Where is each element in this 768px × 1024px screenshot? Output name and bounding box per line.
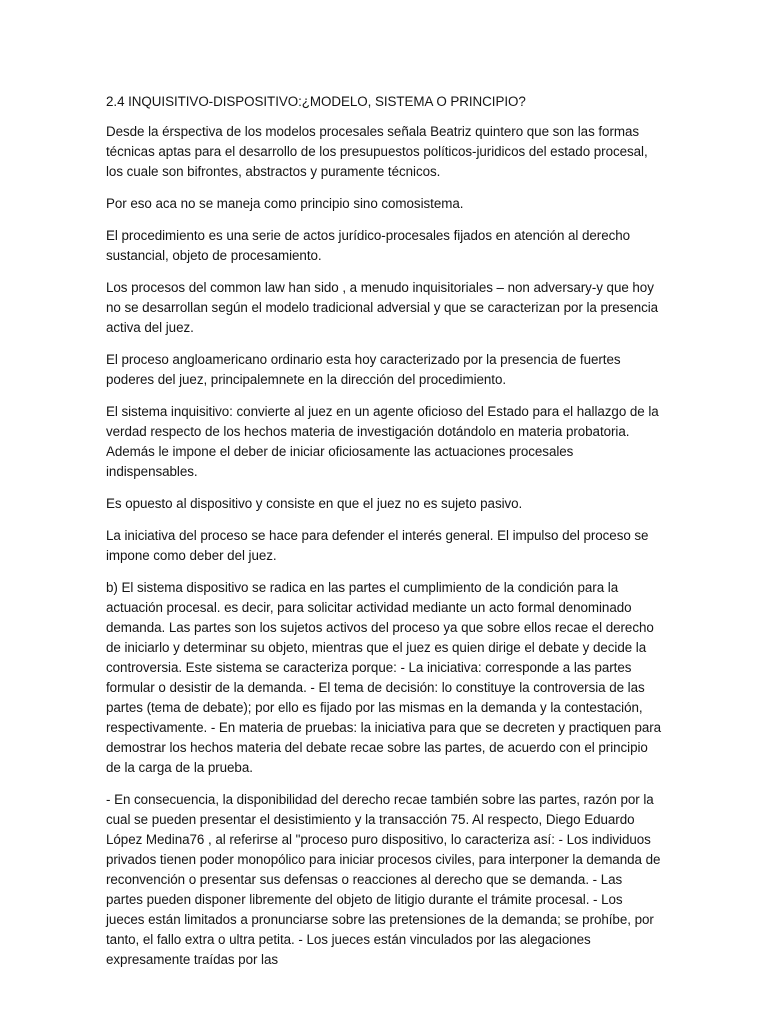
paragraph-opposite-dispositive: Es opuesto al dispositivo y consiste en que el juez no es sujeto pasivo. <box>106 496 523 511</box>
paragraph-system-not-principle: Por eso aca no se maneja como principio sino comosistema. <box>106 196 464 211</box>
paragraph-procedure-definition: El procedimiento es una serie de actos jurídico-procesales fijados en atención al derecho sustancial, objeto de procesamiento. <box>106 228 631 263</box>
paragraph-general-interest: La iniciativa del proceso se hace para defender el interés general. El impulso del proceso se impone como deber del juez. <box>106 528 649 563</box>
paragraph-consequences: - En consecuencia, la disponibilidad del derecho recae también sobre las partes, razón por la cual se pueden presentar el desistimiento y la transacción 75. Al respecto, Diego Eduardo López Medina76 , al referirse al "proceso puro dispositivo, lo caracteriza así: - Los individuos privados tienen poder monopólico para iniciar procesos civiles, para interponer la demanda de reconvención o presentar sus defensas o reacciones al derecho que se demanda. - Las partes pueden disponer libremente del objeto de litigio durante el trámite procesal. - Los jueces están limitados a pronunciarse sobre las pretensiones de la demanda; se prohíbe, por tanto, el fallo extra o ultra petita. - Los jueces están vinculados por las alegaciones expresamente traídas por las <box>106 792 661 967</box>
paragraph-dispositive-system: b) El sistema dispositivo se radica en las partes el cumplimiento de la condición para la actuación procesal. es decir, para solicitar actividad mediante un acto formal denominado demanda. Las partes son los sujetos activos del proceso ya que sobre ellos recae el derecho de iniciarlo y determinar su objeto, mientras que el juez es quien dirige el debate y decide la controversia. Este sistema se caracteriza porque: - La iniciativa: corresponde a las partes formular o desistir de la demanda. - El tema de decisión: lo constituye la controversia de las partes (tema de debate); por ello es fijado por las mismas en la demanda y la contestación, respectivamente. - En materia de pruebas: la iniciativa para que se decreten y practiquen para demostrar los hechos materia del debate recae sobre las partes, de acuerdo con el principio de la carga de la prueba. <box>106 580 662 775</box>
section-heading: 2.4 INQUISITIVO-DISPOSITIVO:¿MODELO, SISTEMA O PRINCIPIO? <box>106 94 526 109</box>
paragraph-common-law: Los procesos del common law han sido , a menudo inquisitoriales – non adversary-y que hoy no se desarrollan según el modelo tradicional adversial y que se caracterizan por la presencia activa del juez. <box>106 280 659 335</box>
paragraph-anglo-american-process: El proceso angloamericano ordinario esta hoy caracterizado por la presencia de fuertes poderes del juez, principalemnete en la dirección del procedimiento. <box>106 352 621 387</box>
document-body <box>106 92 662 982</box>
paragraph-inquisitive-system: El sistema inquisitivo: convierte al juez en un agente oficioso del Estado para el hallazgo de la verdad respecto de los hechos materia de investigación dotándolo en materia probatoria. Además le impone el deber de iniciar oficiosamente las actuaciones procesales indispensables. <box>106 404 659 479</box>
paragraph-models-perspective: Desde la érspectiva de los modelos procesales señala Beatriz quintero que son las formas técnicas aptas para el desarrollo de los presupuestos políticos-juridicos del estado procesal, los cuale son bifrontes, abstractos y puramente técnicos. <box>106 124 648 179</box>
